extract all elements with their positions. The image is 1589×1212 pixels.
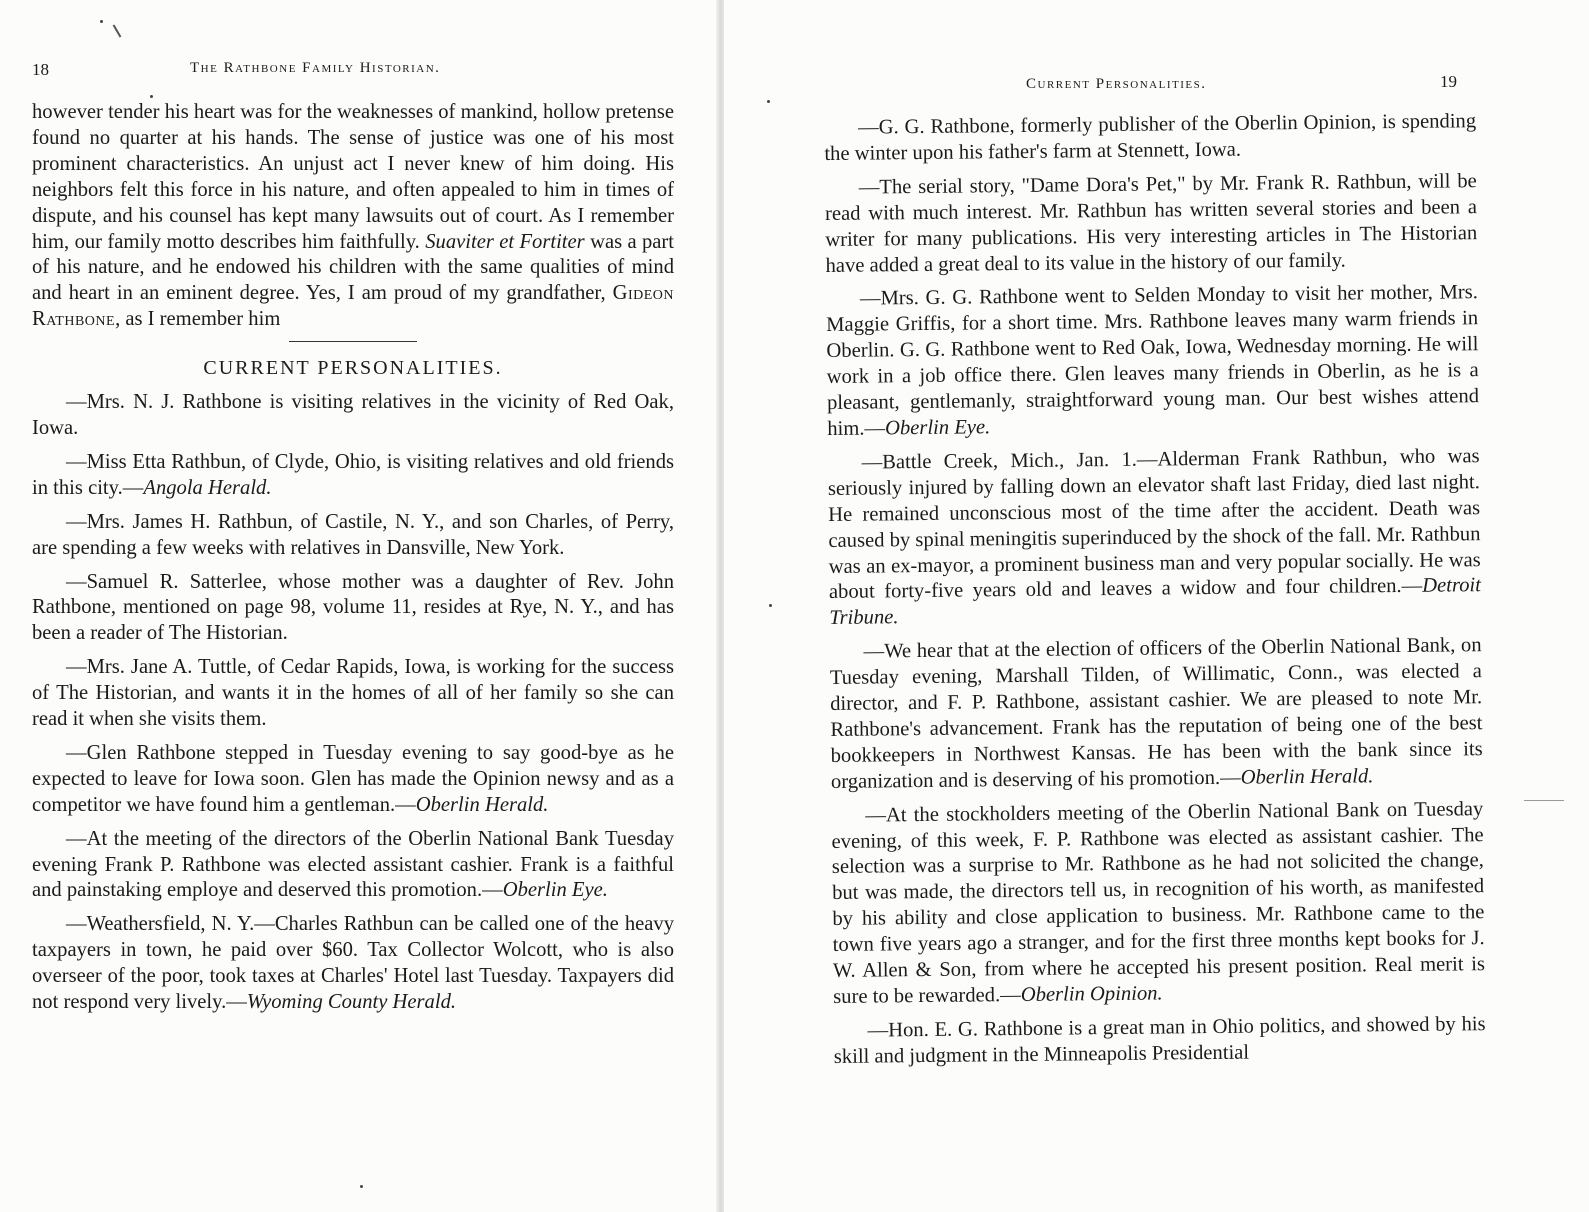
print-smear — [113, 24, 122, 37]
running-head-left: The Rathbone Family Historian. — [190, 60, 441, 76]
news-source: Detroit Tribune. — [829, 574, 1482, 630]
page-number-right: 19 — [1440, 72, 1457, 91]
print-speck — [767, 100, 770, 103]
right-page — [724, 0, 1589, 1212]
print-speck — [769, 604, 772, 607]
news-item: —At the stockholders meeting of the Oberlin National Bank on Tuesday evening, of this week, F. P. Rathbone was elected as assistant cashier. The selection was a surprise to Mr. Rathbone as he had not solicited the change, but was made, the directors tell us, in recognition of his worth, as manifested by his ability and close application to business. Mr. Rathbone came to the town five years ago a stranger, and for the first three months kept books for J. W. Allen & Son, from where he accepted his present position. Real merit is sure to be rewarded.—Oberlin Opinion. — [831, 797, 1486, 1008]
news-item: —Mrs. James H. Rathbun, of Castile, N. Y., and son Charles, of Perry, are spending a few weeks with relatives in Dansville, New York. — [32, 510, 674, 559]
section-divider — [289, 341, 417, 342]
news-item: —Battle Creek, Mich., Jan. 1.—Alderman Frank Rathbun, who was seriously injured by falling down an elevator shaft last Friday, died last night. He remained unconscious most of the time after the accident. Death was caused by spinal meningitis superinduced by the shock of the fall. Mr. Rathbun was an ex-mayor, a prominent business man and very popular socially. He was about forty-five years old and leaves a widow and four children.—Detroit Tribune. — [827, 445, 1482, 630]
news-item: —The serial story, "Dame Dora's Pet," by Mr. Frank R. Rathbun, will be read with much interest. Mr. Rathbun has written several stories and been a writer for many publications. His very interesting articles in The Historian have added a great deal to its value in the history of our family. — [824, 169, 1478, 277]
grandfather-name: Gideon Rathbone — [32, 282, 674, 331]
news-source: Oberlin Opinion. — [1020, 982, 1163, 1006]
print-speck — [100, 20, 103, 23]
news-item: —G. G. Rathbone, formerly publisher of the Oberlin Opinion, is spending the winter upon his father's farm at Stennett, Iowa. — [824, 110, 1477, 165]
section-title: CURRENT PERSONALITIES. — [203, 357, 503, 380]
news-item: —We hear that at the election of officers of the Oberlin National Bank, on Tuesday evening, Marshall Tilden, of Willimatic, Conn., was elected a director, and F. P. Rathbone, assistant cashier. We are pleased to note Mr. Rathbone's advancement. Frank has the reputation of being one of the best bookkeepers in Northwest Kansas. He has been with the bank since its organization and is deserving of his promotion.—Oberlin Herald. — [829, 634, 1483, 793]
news-item: —Mrs. N. J. Rathbone is visiting relatives in the vicinity of Red Oak, Iowa. — [32, 391, 674, 439]
news-item: —Mrs. Jane A. Tuttle, of Cedar Rapids, Iowa, is working for the success of The Historian, and wants it in the homes of all of her family so she can read it when she visits them. — [32, 656, 674, 731]
news-item: —At the meeting of the directors of the Oberlin National Bank Tuesday evening Frank P. Rathbone was elected assistant cashier. Frank is a faithful and painstaking employe and deserved this promotion.—Oberlin Eye. — [32, 827, 674, 902]
news-item: —Miss Etta Rathbun, of Clyde, Ohio, is visiting relatives and old friends in this city.—Angola Herald. — [32, 450, 674, 499]
news-item: —Glen Rathbone stepped in Tuesday evening to say good-bye as he expected to leave for Iowa soon. Glen has made the Opinion newsy and as a competitor we have found him a gentleman.—Oberlin Herald. — [32, 741, 674, 816]
news-source: Oberlin Herald. — [1240, 765, 1374, 789]
running-head-right: Current Personalities. — [1026, 76, 1207, 92]
news-source: Wyoming County Herald. — [246, 991, 457, 1014]
news-source: Oberlin Herald. — [415, 793, 549, 816]
news-item: —Samuel R. Satterlee, whose mother was a daughter of Rev. John Rathbone, mentioned on page 98, volume 11, resides at Rye, N. Y., and has been a reader of The Historian. — [32, 570, 674, 645]
print-speck — [150, 95, 153, 98]
news-item: —Mrs. G. G. Rathbone went to Selden Monday to visit her mother, Mrs. Maggie Griffis, for a short time. Mrs. Rathbone leaves many warm friends in Oberlin. G. G. Rathbone went to Red Oak, Iowa, Wednesday morning. He will work in a job office there. Glen leaves many friends in Oberlin, as he is a pleasant, gentlemanly, straightforward young man. Our best wishes attend him.—Oberlin Eye. — [826, 281, 1480, 440]
news-source: Oberlin Eye. — [884, 416, 991, 440]
news-item: —Weathersfield, N. Y.—Charles Rathbun can be called one of the heavy taxpayers in town, he paid over $60. Tax Collector Wolcott, who is also overseer of the poor, took taxes at Charles' Hotel last Tuesday. Taxpayers did not respond very lively.—Wyoming County Herald. — [32, 913, 674, 1014]
print-mark — [1524, 800, 1564, 801]
news-item: —Hon. E. G. Rathbone is a great man in Ohio politics, and showed by his skill and judgment in the Minneapolis Presidential — [833, 1013, 1486, 1068]
opening-paragraph: however tender his heart was for the weaknesses of mankind, hollow pretense found no quarter at his hands. The sense of justice was one of his most prominent characteristics. An unjust act I never knew of him doing. His neighbors felt this force in his nature, and often appealed to him in times of dispute, and his counsel has kept many lawsuits out of court. As I remember him, our family motto describes him faithfully. Suaviter et Fortiter was a part of his nature, and he endowed his children with the same qualities of mind and heart in an eminent degree. Yes, I am proud of my grandfather, Gideon Rathbone, as I remember him — [32, 101, 675, 331]
family-motto: Suaviter et Fortiter — [425, 230, 585, 253]
left-page — [0, 0, 718, 1212]
page-number-left: 18 — [32, 60, 49, 79]
print-speck — [360, 1185, 363, 1188]
right-page-body — [824, 109, 1486, 1078]
news-source: Angola Herald. — [143, 476, 272, 499]
left-page-body — [32, 100, 674, 1024]
news-source: Oberlin Eye. — [502, 879, 608, 902]
